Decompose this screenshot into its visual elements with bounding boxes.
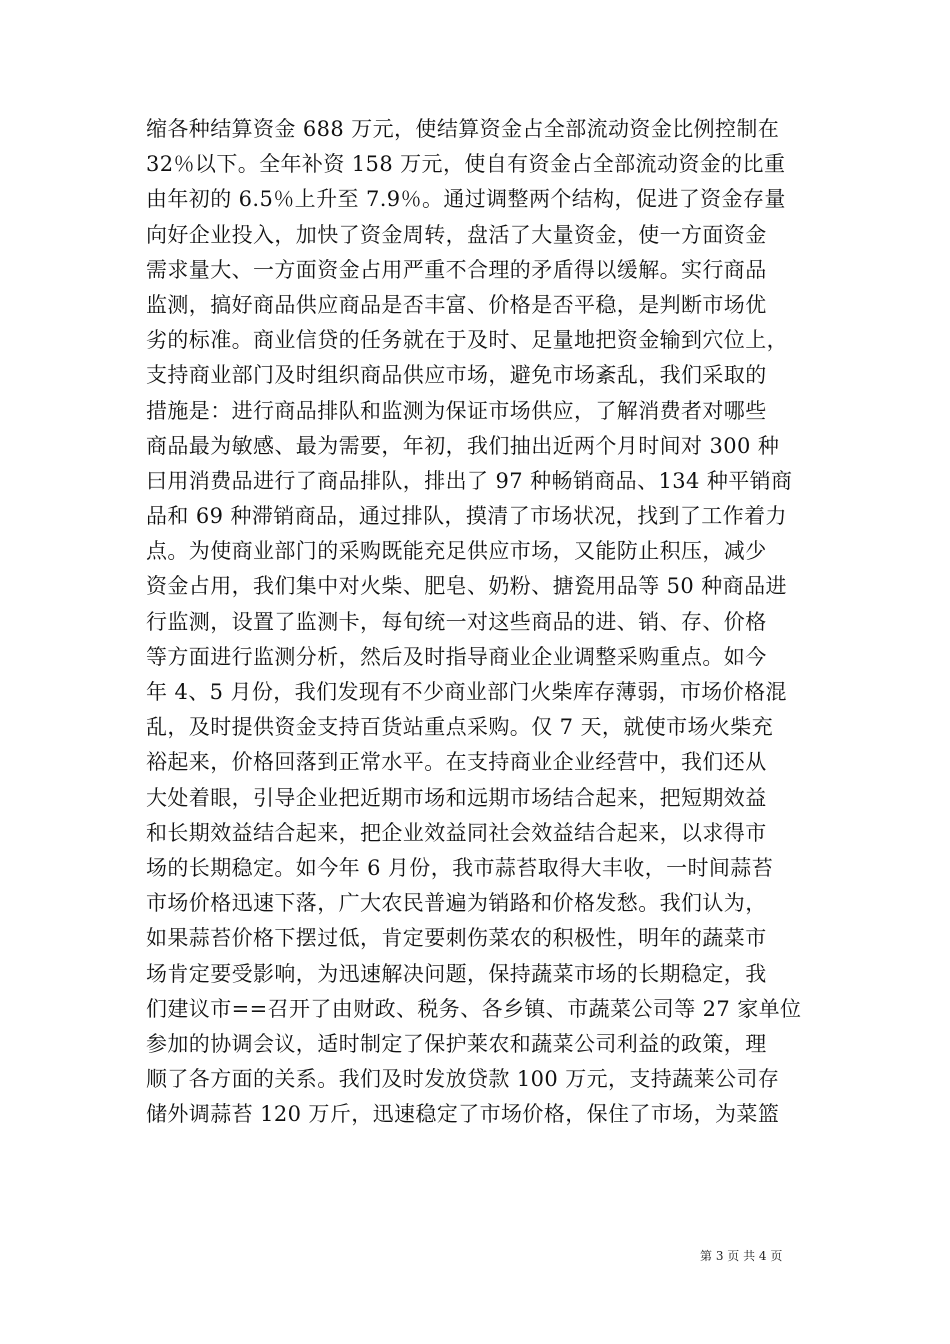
text-line: 场肯定要受影响，为迅速解决问题，保持蔬菜市场的长期稳定，我 xyxy=(146,961,767,986)
text-line: 品和 69 种滞销商品，通过排队，摸清了市场状况，找到了工作着力 xyxy=(146,504,787,529)
text-line: 们建议市==召开了由财政、税务、各乡镇、市蔬菜公司等 27 家单位 xyxy=(146,996,802,1021)
text-line: 资金占用，我们集中对火柴、肥皂、奶粉、搪瓷用品等 50 种商品进 xyxy=(146,574,787,599)
text-line: 由年初的 6.5％上升至 7.9％。通过调整两个结构，促进了资金存量 xyxy=(146,187,786,212)
text-line: 顺了各方面的关系。我们及时发放贷款 100 万元，支持蔬莱公司存 xyxy=(146,1067,780,1092)
text-line: 年 4、5 月份，我们发现有不少商业部门火柴库存薄弱，市场价格混 xyxy=(146,680,787,704)
text-line: 商品最为敏感、最为需要，年初，我们抽出近两个月时间对 300 种 xyxy=(146,433,780,458)
text-line: 需求量大、一方面资金占用严重不合理的矛盾得以缓解。实行商品 xyxy=(146,257,767,282)
text-line: 场的长期稳定。如今年 6 月份，我市蒜苔取得大丰收，一时间蒜苔 xyxy=(146,855,774,880)
body-paragraph xyxy=(146,112,816,1132)
text-line: 行监测，设置了监测卡，每旬统一对这些商品的进、销、存、价格 xyxy=(146,609,767,634)
text-line: 支持商业部门及时组织商品供应市场，避免市场紊乱，我们采取的 xyxy=(146,363,767,388)
page-number-footer: 第 3 页 共 4 页 xyxy=(700,1249,783,1263)
text-line: 参加的协调会议，适时制定了保护莱农和蔬菜公司利益的政策，理 xyxy=(146,1031,767,1056)
text-line: 裕起来，价格回落到正常水平。在支持商业企业经营中，我们还从 xyxy=(146,750,767,775)
text-line: 市场价格迅速下落，广大农民普遍为销路和价格发愁。我们认为， xyxy=(146,891,767,916)
text-line: 缩各种结算资金 688 万元，使结算资金占全部流动资金比例控制在 xyxy=(146,117,780,141)
text-line: 点。为使商业部门的采购既能充足供应市场，又能防止积压，减少 xyxy=(146,539,767,564)
text-line: 储外调蒜苔 120 万斤，迅速稳定了市场价格，保住了市场，为菜篮 xyxy=(146,1102,780,1127)
text-line: 如果蒜苔价格下摆过低，肯定要刺伤菜农的积极性，明年的蔬菜市 xyxy=(146,926,767,951)
text-line: 大处着眼，引导企业把近期市场和远期市场结合起来，把短期效益 xyxy=(146,785,767,810)
text-line: 32％以下。全年补资 158 万元，使自有资金占全部流动资金的比重 xyxy=(146,152,786,177)
text-line: 等方面进行监测分析，然后及时指导商业企业调整采购重点。如今 xyxy=(146,644,767,669)
text-line: 乱，及时提供资金支持百货站重点采购。仅 7 天，就使市场火柴充 xyxy=(146,715,774,740)
text-line: 和长期效益结合起来，把企业效益同社会效益结合起来，以求得市 xyxy=(146,820,767,845)
text-line: 劣的标准。商业信贷的任务就在于及时、足量地把资金输到穴位上， xyxy=(146,328,788,353)
text-line: 向好企业投入，加快了资金周转，盘活了大量资金，使一方面资金 xyxy=(146,222,767,247)
text-line: 监测，搞好商品供应商品是否丰富、价格是否平稳，是判断市场优 xyxy=(146,292,767,317)
text-line: 曰用消费品进行了商品排队，排出了 97 种畅销商品、134 种平销商 xyxy=(146,468,793,493)
text-line: 措施是：进行商品排队和监测为保证市场供应，了解消费者对哪些 xyxy=(146,398,767,423)
